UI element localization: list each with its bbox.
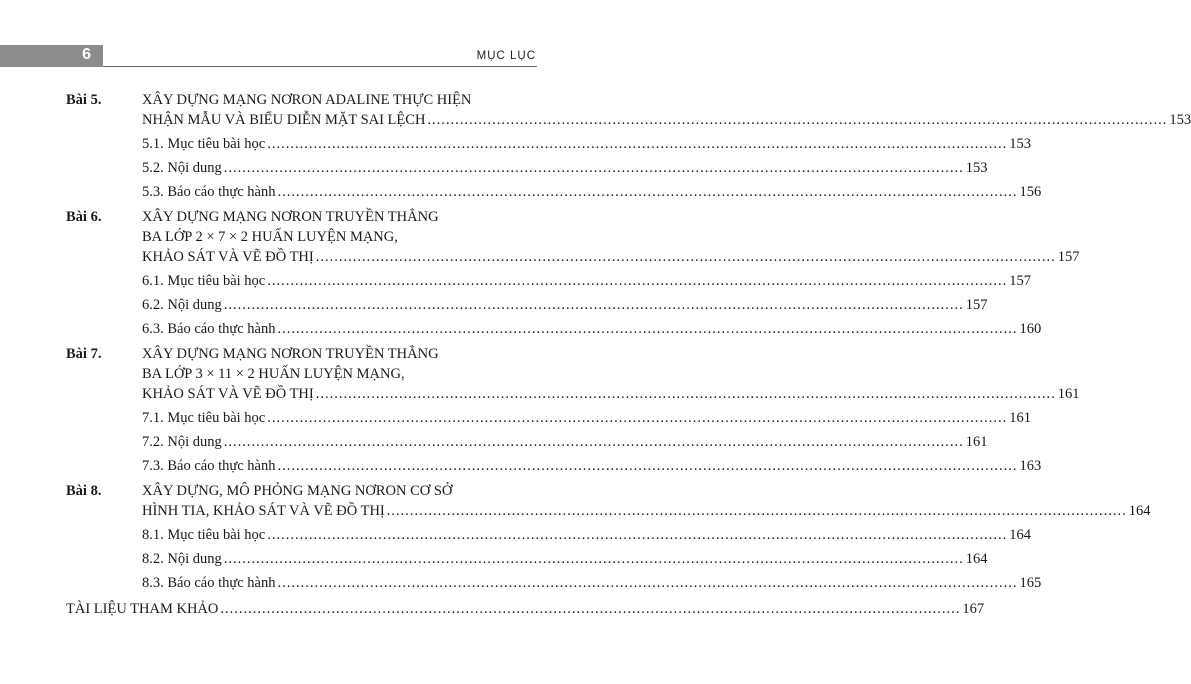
lesson-page: 153 <box>1169 112 1191 128</box>
references-title: TÀI LIỆU THAM KHẢO <box>66 601 219 617</box>
subsection-title: 7.3. Báo cáo thực hành <box>142 458 276 474</box>
toc-subsection[interactable] <box>142 549 988 569</box>
lesson-title <box>142 90 1191 130</box>
subsection-title: 8.3. Báo cáo thực hành <box>142 575 276 591</box>
lesson-title-line: KHẢO SÁT VÀ VẼ ĐỒ THỊ <box>142 249 314 265</box>
subsection-title: 7.1. Mục tiêu bài học <box>142 410 266 426</box>
dot-leader <box>224 158 964 178</box>
lesson-page: 161 <box>1057 386 1080 402</box>
lesson-title-line: KHẢO SÁT VÀ VẼ ĐỒ THỊ <box>142 386 314 402</box>
lesson-page: 164 <box>1128 503 1151 519</box>
lesson-title-line: XÂY DỰNG, MÔ PHỎNG MẠNG NƠRON CƠ SỞ <box>142 483 453 499</box>
page-number: 6 <box>82 46 91 63</box>
subsection-page: 153 <box>965 160 988 176</box>
toc-subsection[interactable] <box>142 182 1042 202</box>
subsection-title: 5.2. Nội dung <box>142 160 222 176</box>
subsection-title: 8.2. Nội dung <box>142 551 222 567</box>
subsection-page: 163 <box>1019 458 1042 474</box>
toc-subsection[interactable] <box>142 295 988 315</box>
lesson-title-line: XÂY DỰNG MẠNG NƠRON ADALINE THỰC HIỆN <box>142 92 472 108</box>
lesson-title-last-line <box>142 501 1151 521</box>
toc-subsection[interactable] <box>142 134 1031 154</box>
toc-subsection[interactable] <box>142 319 1042 339</box>
lesson-heading[interactable] <box>66 481 1151 521</box>
subsection-list <box>142 271 1042 339</box>
lesson-label: Bài 6. <box>66 209 102 225</box>
subsection-title: 6.1. Mục tiêu bài học <box>142 273 266 289</box>
dot-leader <box>278 573 1018 593</box>
dot-leader <box>267 134 1007 154</box>
subsection-list <box>142 134 1042 202</box>
references-page: 167 <box>962 601 985 617</box>
lesson-heading[interactable] <box>66 344 1080 404</box>
lesson-title-last-line <box>142 384 1079 404</box>
subsection-page: 161 <box>1009 410 1031 426</box>
dot-leader <box>427 110 1167 130</box>
dot-leader <box>224 549 964 569</box>
page-header <box>0 0 605 80</box>
table-of-contents <box>66 90 1191 619</box>
dot-leader <box>316 384 1056 404</box>
subsection-title: 6.2. Nội dung <box>142 297 222 313</box>
subsection-page: 165 <box>1019 575 1042 591</box>
lesson-list <box>66 90 1191 593</box>
subsection-title: 7.2. Nội dung <box>142 434 222 450</box>
subsection-title: 6.3. Báo cáo thực hành <box>142 321 276 337</box>
dot-leader <box>267 271 1007 291</box>
dot-leader <box>224 432 964 452</box>
dot-leader <box>278 319 1018 339</box>
subsection-page: 164 <box>1009 527 1031 543</box>
toc-subsection[interactable] <box>142 456 1042 476</box>
lesson-title-line: BA LỚP 2 × 7 × 2 HUẤN LUYỆN MẠNG, <box>142 229 398 245</box>
toc-subsection[interactable] <box>142 408 1031 428</box>
dot-leader <box>220 599 960 619</box>
lesson-title <box>142 344 1079 404</box>
subsection-title: 5.1. Mục tiêu bài học <box>142 136 266 152</box>
running-title: MỤC LỤC <box>476 50 536 62</box>
dot-leader <box>267 408 1007 428</box>
dot-leader <box>316 247 1056 267</box>
lesson-title <box>142 207 1079 267</box>
lesson-label: Bài 7. <box>66 346 102 362</box>
lesson-title-line: XÂY DỰNG MẠNG NƠRON TRUYỀN THẲNG <box>142 346 439 362</box>
subsection-page: 156 <box>1019 184 1042 200</box>
toc-subsection[interactable] <box>142 432 988 452</box>
lesson-title-line: XÂY DỰNG MẠNG NƠRON TRUYỀN THẲNG <box>142 209 439 225</box>
toc-lesson <box>66 207 1080 339</box>
subsection-page: 164 <box>965 551 988 567</box>
lesson-label: Bài 8. <box>66 483 102 499</box>
page-number-box <box>0 45 103 67</box>
toc-subsection[interactable] <box>142 158 988 178</box>
dot-leader <box>387 501 1127 521</box>
lesson-page: 157 <box>1057 249 1080 265</box>
subsection-title: 8.1. Mục tiêu bài học <box>142 527 266 543</box>
dot-leader <box>278 182 1018 202</box>
subsection-page: 160 <box>1019 321 1042 337</box>
toc-entry-references[interactable] <box>66 599 985 619</box>
subsection-page: 157 <box>1009 273 1031 289</box>
lesson-title-line: HÌNH TIA, KHẢO SÁT VÀ VẼ ĐỒ THỊ <box>142 503 385 519</box>
lesson-heading[interactable] <box>66 207 1080 267</box>
subsection-list <box>142 408 1042 476</box>
toc-subsection[interactable] <box>142 271 1031 291</box>
toc-subsection[interactable] <box>142 573 1042 593</box>
toc-lesson <box>66 344 1080 476</box>
subsection-title: 5.3. Báo cáo thực hành <box>142 184 276 200</box>
subsection-page: 161 <box>965 434 988 450</box>
lesson-title <box>142 481 1151 521</box>
lesson-heading[interactable] <box>66 90 1191 130</box>
subsection-page: 153 <box>1009 136 1031 152</box>
toc-lesson <box>66 481 1151 593</box>
toc-subsection[interactable] <box>142 525 1031 545</box>
header-rule <box>103 66 537 67</box>
lesson-title-last-line <box>142 247 1079 267</box>
toc-lesson <box>66 90 1191 202</box>
lesson-title-last-line <box>142 110 1191 130</box>
lesson-title-line: BA LỚP 3 × 11 × 2 HUẤN LUYỆN MẠNG, <box>142 366 405 382</box>
lesson-label: Bài 5. <box>66 92 102 108</box>
dot-leader <box>224 295 964 315</box>
dot-leader <box>267 525 1007 545</box>
dot-leader <box>278 456 1018 476</box>
lesson-title-line: NHẬN MẪU VÀ BIỂU DIỄN MẶT SAI LỆCH <box>142 112 426 128</box>
subsection-page: 157 <box>965 297 988 313</box>
subsection-list <box>142 525 1042 593</box>
